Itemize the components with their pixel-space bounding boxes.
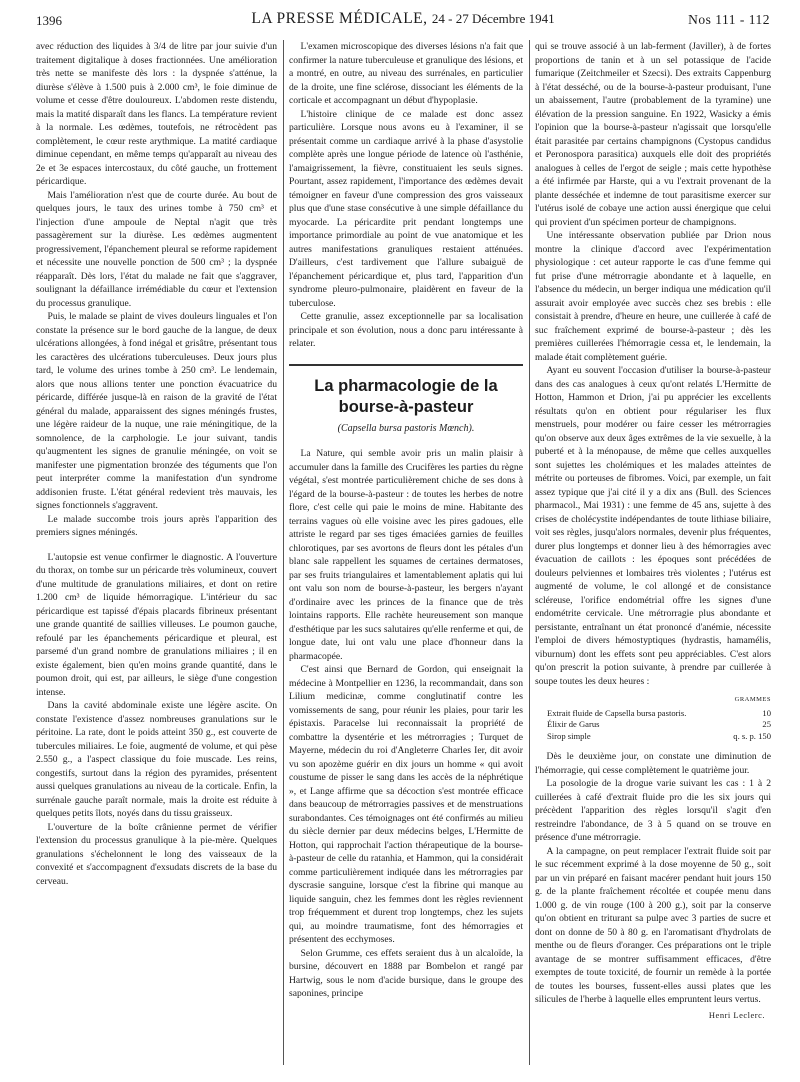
ingredient-name: Extrait fluide de Capsella bursa pastoris. <box>547 707 687 718</box>
paragraph: L'histoire clinique de ce malade est donc assez particulière. Lorsque nous avons eu à l'examiner, il se présentait comme un cardiaque arrivé à la phase d'asystolie complète après une longue période de latence où l'asthénie, l'amaigrissement, la fièvre, constituaient les seuls signes. Pourtant, assez rapidement, l'importance des œdèmes devait témoigner en faveur d'une compression des gros vaisseaux plus que d'une stase consécutive à une simple défaillance du myocarde. La péricardite prit pendant longtemps une importance primordiale au point de vue anatomique et les autres manifestations granuliques restaient atténuées. D'ailleurs, c'est tardivement que l'allure subaiguë de l'épanchement péricardique et, plus tard, l'apparition d'un syndrome pleuro-pulmonaire, plaidèrent en faveur de la tuberculose. <box>289 108 523 309</box>
prescription-unit: GRAMMES <box>734 696 771 703</box>
column-middle <box>289 40 523 1070</box>
paragraph: Le malade succombe trois jours après l'apparition des premiers signes méningés. <box>36 513 277 538</box>
paragraph: Puis, le malade se plaint de vives douleurs linguales et l'on constate la présence sur le bord gauche de la langue, de deux ulcérations allongées, à fond inégal et grisâtre, présentant tous les caractères des ulcérations tuberculeuses. Deux jours plus tard, le volume des urines tombe à 250 cm³. Le lendemain, alors que nous allions tenter une ponction évacuatrice du péricarde, différée jusque-là en raison de la gravité de l'état général du malade, apparaissent des signes méningés frustes, une légère raideur de la nuque, une raie méningitique, de la somnolence, de la carphologie. Le jour suivant, tandis qu'augmentent les signes de granulie méningée, on voit se manifester une pigmentation bronzée des téguments que l'on peut interpréter comme la manifestation d'un syndrome addisonien fruste. L'état général redevient très mauvais, les signes fonctionnels s'aggravent. <box>36 311 277 511</box>
paragraph: Ayant eu souvent l'occasion d'utiliser la bourse-à-pasteur dans des cas analogues à ceux qu'ont relatés L'Hermitte de Hotton, Hammon et Drion, j'ai pu apprécier les excellents résultats qu'on en obtient pour régulariser les flux menstruels, pour modérer ou faire cesser les métrorragies qu'on observe aux deux âges extrêmes de la vie sexuelle, à la puberté et à la ménopause, de même que celles auxquelles sont sujettes les cholémiques et les malades atteintes de métrite ou porteuses de fibromes. Voici, par exemple, un fait assez typique que j'ai cité il y a dix ans (Bull. des Sciences pharmacol., Mai 1931) : une femme de 45 ans, sujette à des crises de cholécystite indépendantes de toute lithiase biliaire, voit ses règles, jusqu'alors normales, devenir plus fréquentes, durer plus longtemps et donner lieu à des hémorragies avec évacuation de caillots : les époques sont précédées de douleurs pelviennes et lombaires très violentes ; l'utérus est augmenté de volume, le col allongé et de consistance scléreuse, l'orifice endométrial offre les signes d'une endométrite cervicale. Une métrorragie plus abondante et persistante, entraînant un état prononcé d'anémie, nécessite l'emploi de divers hémostyptiques (hydrastis, hamamélis, viburnum) dont les effets sont peu appréciables. C'est alors qu'on prescrit la potion suivante, à prendre par cuillerée à soupe toutes les deux heures : <box>535 365 771 687</box>
paragraph: L'examen microscopique des diverses lésions n'a fait que confirmer la nature tuberculeuse et granulique des lésions, et a montré, en outre, au niveau des surrénales, en particulier de la droite, une fine sclérose, dissociant les éléments de la corticale et accompagnant un début d'hypoplasie. <box>289 41 523 106</box>
prescription-line <box>547 731 771 743</box>
ingredient-quantity: 10 <box>762 707 771 718</box>
paragraph: Selon Grumme, ces effets seraient dus à un alcaloïde, la bursine, découvert en 1888 par Bombelon et rangé par Hartwig, sous le nom d'acide bursique, dans le groupe des saponines, principe <box>289 947 523 999</box>
article-subtitle: (Capsella bursa pastoris Mœnch). <box>337 422 475 434</box>
paragraph: qui se trouve associé à un lab-ferment (Javiller), à de fortes proportions de tanin et à un sel potassique de l'acide fumarique (Zeitchmeiler et Szecsi). Des extraits Cappenburg à l'état desséché, ou de la bourse-à-pasteur produisant, l'une un abaissement, l'autre (probablement de la tyramine) une élévation de la pression sanguine. En 1922, Wasicky a émis l'opinion que la bourse-à-pasteur n'agissait que lorsqu'elle était parasitée par certains champignons (Cystopus candidus et Peronospora parasitica) auxquels elle doit des propriétés analogues à celles de l'ergot de seigle ; mais cette hypothèse a été infirmée par Harste, qui a vu l'extrait provenant de la plante desséchée et indemne de tout parasitisme exercer sur l'utérus isolé de cobaye une action aussi énergique que celui qui provient d'un spécimen porteur de champignons. <box>535 41 771 228</box>
paragraph: L'autopsie est venue confirmer le diagnostic. A l'ouverture du thorax, on tombe sur un péricarde très volumineux, couvert d'une multitude de granulations miliaires, et dont on retire 1.200 cm³ de liquide hémorragique. L'intérieur du sac péricardique est tapissé d'épais placards fibrineux présentant une grande quantité de saillies villeuses. Le poumon gauche, refoulé par les épanchements péricardique et pleural, est parsemé d'un grand nombre de granulations miliaires ; il en existe également, bien qu'en moins grande quantité, dans le poumon droit, qui est, par ailleurs, le siège d'une congestion intense. <box>36 551 277 698</box>
paragraph: Une intéressante observation publiée par Drion nous montre la clinique d'accord avec l'expérimentation physiologique : cet auteur rapporte le cas d'une femme qui fut prise d'une métrorragie abondante et à laquelle, en l'absence du médecin, un berger indiqua une médication qu'il assurait avoir employée avec succès chez ses brebis : elle consistait à prendre, d'heure en heure, une cuillerée à café de suc fraîchement exprimé de bourse-à-pasteur ; dès les premières cuillerées l'hémorragie cessa et, le lendemain, la malade était complètement guérie. <box>535 230 771 363</box>
column-rule-left <box>283 40 284 1065</box>
paragraph: A la campagne, on peut remplacer l'extrait fluide soit par le suc récemment exprimé à la dose moyenne de 50 g., soit par un vin préparé en faisant macérer pendant huit jours 150 g. de la plante fraîchement récoltée et coupée menu dans 1.000 g. de vin rouge (100 à 200 g.), soit par la conserve qu'on obtient en triturant sa pulpe avec 3 parties de sucre et dont on donne de 50 à 80 g. en l'aromatisant d'hydrolats de menthe ou de fleurs d'oranger. Ces préparations ont le triple avantage de se montrer suffisamment efficaces, d'être exemptes de toute toxicité, de fournir un remède à la portée de toutes les bourses, fussent-elles aussi plates que les silicules de l'herbe à laquelle elles empruntent leurs vertus. <box>535 845 771 1005</box>
issue-number: Nos 111 - 112 <box>688 12 770 27</box>
ingredient-name: Élixir de Garus <box>547 719 600 729</box>
prescription-line <box>547 708 771 720</box>
page-header <box>36 10 770 34</box>
journal-title <box>36 10 770 28</box>
ingredient-quantity: 25 <box>762 719 771 729</box>
paragraph: Dès le deuxième jour, on constate une diminution de l'hémorragie, qui cesse complètement le quatrième jour. <box>535 751 771 776</box>
ingredient-name: Sirop simple <box>547 730 591 741</box>
author-signature: Henri Leclerc. <box>708 1009 765 1020</box>
paragraph: avec réduction des liquides à 3/4 de litre par jour suivie d'un traitement digitalique à doses fractionnées. Une amélioration très nette se manifeste dès lors : la dyspnée s'atténue, la diurèse s'élève à 1.500 puis à 2.000 cm³, le foie diminue de volume et cesse d'être douloureux. L'abdomen reste distendu, mais la matité disparaît dans les flancs. La température revient à la normale. Les œdèmes, toutefois, ne rétrocèdent pas complètement, le cœur reste arythmique. La matité cardiaque diminue cependant, en même temps qu'apparaît au niveau des 2e et 3e espaces intercostaux, du côté gauche, un frottement péricardique. <box>36 41 277 187</box>
paragraph: C'est ainsi que Bernard de Gordon, qui enseignait la médecine à Montpellier en 1236, la recommandait, dans son Lilium medicinæ, comme conglutinatif contre les vomissements de sang, pour réunir les plaies, pour tarir les épistaxis. Paracelse lui reconnaissait la propriété de combattre la dysentérie et les métrorragies ; Turquet de Mayerne, médecin du roi d'Angleterre Charles Ier, dit avoir vu son apozème guérir en dix jours un homme « qui avoit coustume de pisser le sang dans les accès de la néphrétique », et Lange affirme que sa décoction s'est montrée efficace dans beaucoup de métrorragies passives et de menstruations surabondantes. Ces témoignages ont été confirmés au milieu du siècle dernier par deux médecins belges, L'Hermitte de Hotton, qui rapprochait l'action thérapeutique de la bourse-à-pasteur de celle du ratanhia, et Hammon, qui la considérait comme particulièrement indiquée dans les métrorragies par dyscrasie sanguine, lorsque c'est la fibrine qui manque au liquide sanguin, chez les femmes dont les règles reviennent trop fréquemment et durent trop longtemps, chez les sujets qui, au moindre traumatisme, font des hémorragies et présentent des ecchymoses. <box>289 664 523 945</box>
article-heading <box>289 364 523 436</box>
issue-date: 24 - 27 Décembre 1941 <box>431 11 555 26</box>
prescription <box>547 694 771 742</box>
paragraph: Cette granulie, assez exceptionnelle par sa localisation principale et son évolution, nous a donc paru intéressante à relater. <box>289 311 523 349</box>
column-left <box>36 40 277 1070</box>
ingredient-quantity: q. s. p. 150 <box>733 730 771 741</box>
article-title: La pharmacologie de la bourse-à-pasteur <box>314 376 498 416</box>
column-rule-right <box>529 40 530 1065</box>
prescription-line <box>547 719 771 731</box>
page-number: 1396 <box>36 13 62 28</box>
journal-name: LA PRESSE MÉDICALE, <box>251 10 428 27</box>
paragraph: Dans la cavité abdominale existe une légère ascite. On constate l'existence d'assez nombreuses granulations sur le péritoine. La rate, dont le poids atteint 350 g., est couverte de tubercules miliaires. Le foie, augmenté de volume, et qui pèse 2.550 g., a l'aspect classique du foie muscade. Les reins, congestifs, surtout dans la région des pyramides, présentent aussi quelques granulations au niveau de la corticale. Enfin, la surrénale gauche paraît normale, mais la droite est réduite à quelques petits îlots, noyés dans du tissu graisseux. <box>36 700 277 819</box>
paragraph: L'ouverture de la boîte crânienne permet de vérifier l'extension du processus granulique à la pie-mère. Quelques granulations s'échelonnent le long des vaisseaux de la convexité et s'accompagnent d'exsudats discrets de la base du cerveau. <box>36 821 277 887</box>
paragraph: La posologie de la drogue varie suivant les cas : 1 à 2 cuillerées à café d'extrait fluide pro die les six jours qui précèdent l'apparition des règles lorsqu'il s'agit d'en restreindre l'abondance, de 3 à 5 quand on se trouve en présence d'une métrorragie. <box>535 778 771 843</box>
paragraph: La Nature, qui semble avoir pris un malin plaisir à accumuler dans la famille des Crucifères les parties du règne végétal, s'est montrée particulièrement chiche de ses dons à l'égard de la bourse-à-pasteur : de toutes les herbes de notre flore, c'est celle qui paie le moins de mine. Habitante des terrains vagues où elle voisine avec les pires gadoues, elle attriste le regard par ses tiges émaciées garnies de feuilles chlorotiques, par ses avortons de fleurs dont les pétales d'un blanc sale rappellent les squames de certaines dermatoses, par ses fruits triangulaires et lamentablement aplatis qui lui ont valu son nom de bourse-à-pasteur, les bergers n'ayant d'ordinaire avec les princes de la finance que de très lointains rapports. Elle rachète heureusement son manque d'esthétique par les sucs salutaires qu'elle renferme et qui, de longue date, lui ont valu une place d'honneur dans la pharmacopée. <box>289 448 523 662</box>
paragraph: Mais l'amélioration n'est que de courte durée. Au bout de quelques jours, le taux des urines tombe à 750 cm³ et l'injection d'une ampoule de Neptal n'agit que très passagèrement sur la diurèse. Les œdèmes augmentent progressivement, l'épanchement pleural se reforme rapidement et nécessite une nouvelle ponction de 500 cm³ ; la dyspnée réapparaît. Dès lors, l'état du malade ne fait que s'aggraver, soulignant la défaillance irrémédiable du cœur et l'extension du processus granulique. <box>36 189 277 309</box>
column-right <box>535 40 771 1070</box>
